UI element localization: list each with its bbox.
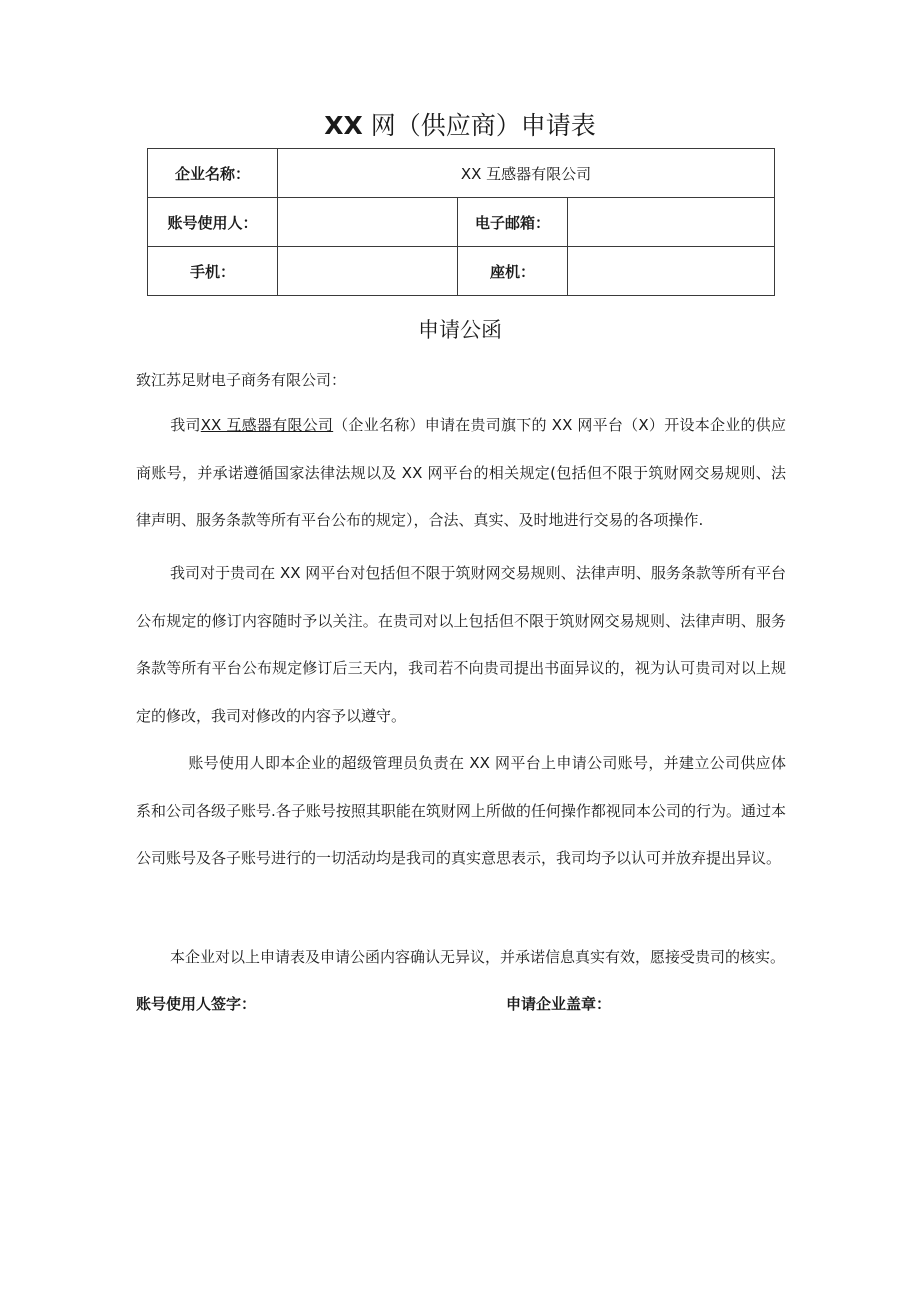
company-name-label: 企业名称：	[148, 149, 278, 198]
p1-start: 我司	[170, 416, 201, 434]
letter-paragraph-2	[136, 550, 786, 740]
company-seal-label: 申请企业盖章：	[506, 995, 612, 1013]
letter-title: 申请公函	[418, 318, 502, 342]
title-prefix: XX	[324, 111, 363, 140]
letter-paragraph-3	[136, 740, 786, 883]
table-row-company	[148, 149, 775, 198]
mobile-label: 手机：	[148, 247, 278, 296]
account-user-signature-label: 账号使用人签字：	[136, 995, 257, 1013]
email-label: 电子邮箱：	[458, 198, 568, 247]
p4-text: 本企业对以上申请表及申请公函内容确认无异议，并承诺信息真实有效，愿接受贵司的核实。	[170, 948, 786, 966]
supplier-application-table	[147, 148, 775, 296]
table-row-account	[148, 198, 775, 247]
title-rest: 网（供应商）申请表	[370, 111, 596, 140]
p1-rest: （企业名称）申请在贵司旗下的 XX 网平台（X）开设本企业的供应商账号，并承诺遵循国家法律法规以及 XX 网平台的相关规定(包括但不限于筑财网交易规则、法律声明、服务条款等所有平台公布的规定），合法、真实、及时地进行交易的各项操作.	[136, 416, 786, 529]
letter-paragraph-1	[136, 402, 786, 545]
company-name-value: XX 互感器有限公司	[278, 149, 775, 198]
letter-salutation: 致江苏足财电子商务有限公司：	[136, 371, 347, 389]
p3-text: 账号使用人即本企业的超级管理员负责在 XX 网平台上申请公司账号，并建立公司供应体系和公司各级子账号.各子账号按照其职能在筑财网上所做的任何操作都视同本公司的行为。通过本公司账号及各子账号进行的一切活动均是我司的真实意思表示，我司均予以认可并放弃提出异议。	[136, 754, 786, 867]
landline-label: 座机：	[458, 247, 568, 296]
document-title	[0, 108, 920, 144]
landline-value	[568, 247, 775, 296]
table-row-phone	[148, 247, 775, 296]
letter-paragraph-4	[136, 934, 786, 982]
p1-company-name: XX 互感器有限公司	[200, 416, 334, 434]
account-user-value	[278, 198, 458, 247]
mobile-value	[278, 247, 458, 296]
email-value	[568, 198, 775, 247]
account-user-label: 账号使用人：	[148, 198, 278, 247]
p2-text: 我司对于贵司在 XX 网平台对包括但不限于筑财网交易规则、法律声明、服务条款等所有平台公布规定的修订内容随时予以关注。在贵司对以上包括但不限于筑财网交易规则、法律声明、服务条款等所有平台公布规定修订后三天内，我司若不向贵司提出书面异议的，视为认可贵司对以上规定的修改，我司对修改的内容予以遵守。	[136, 564, 786, 725]
